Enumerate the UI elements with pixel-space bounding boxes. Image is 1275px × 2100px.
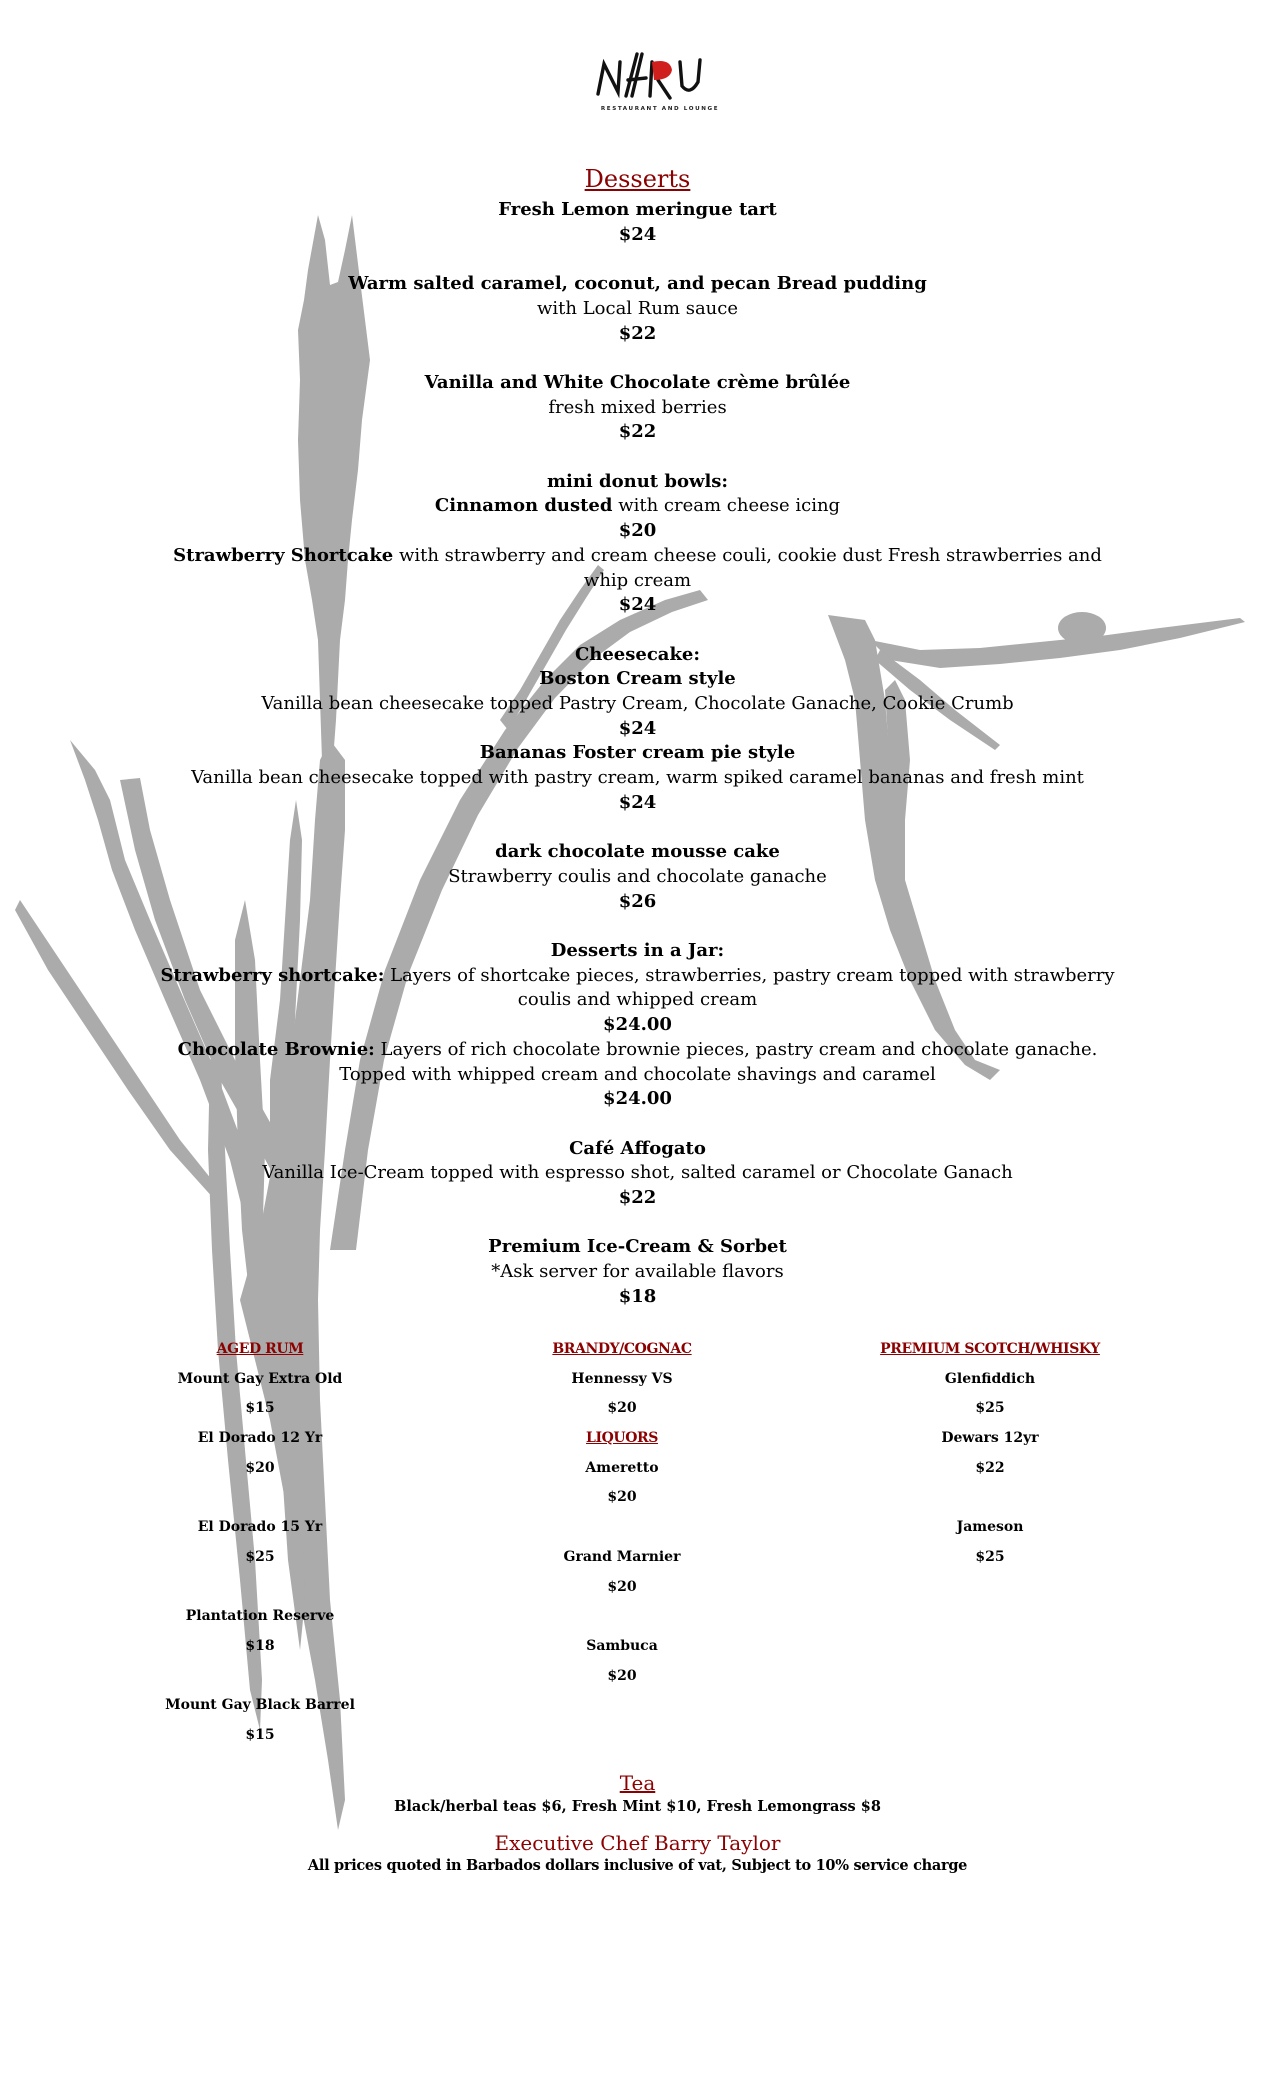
drink-price: $20 — [607, 1578, 637, 1595]
dessert-desc: Strawberry coulis and chocolate ganache — [448, 865, 827, 887]
drink-name: Mount Gay Extra Old — [177, 1370, 343, 1387]
dessert-name: Strawberry shortcake: — [160, 964, 385, 986]
dessert-desc: with strawberry and cream cheese couli, cookie dust Fresh strawberries and whip cream — [393, 544, 1102, 591]
drink-name: Ameretto — [585, 1459, 659, 1476]
dessert-price: $22 — [618, 322, 657, 344]
dessert-name: Fresh Lemon meringue tart — [498, 199, 777, 220]
dessert-price: $24 — [618, 791, 657, 813]
drink-price: $15 — [245, 1726, 275, 1743]
dessert-name: Strawberry Shortcake — [173, 544, 394, 566]
dessert-desc: *Ask server for available flavors — [491, 1261, 784, 1283]
desserts-title: Desserts — [584, 165, 691, 193]
restaurant-logo — [590, 50, 730, 122]
dessert-price: $26 — [618, 890, 657, 912]
drink-price: $20 — [607, 1667, 637, 1684]
liquors-heading: LIQUORS — [586, 1430, 658, 1447]
dessert-price: $22 — [618, 1187, 657, 1209]
dessert-price: $20 — [618, 520, 657, 542]
dessert-price: $24 — [618, 594, 657, 616]
drink-name: El Dorado 15 Yr — [197, 1519, 323, 1536]
drink-price: $20 — [607, 1400, 637, 1417]
price-note: All prices quoted in Barbados dollars inclusive of vat, Subject to 10% service charge — [307, 1857, 968, 1874]
tea-section — [0, 1770, 1275, 1818]
dessert-desc: Vanilla bean cheesecake topped with pastry cream, warm spiked caramel bananas and fresh mint — [191, 767, 1084, 789]
donut-heading: mini donut bowls: — [546, 470, 729, 492]
jar-heading: Desserts in a Jar: — [550, 940, 725, 961]
drink-price: $15 — [245, 1400, 275, 1417]
drink-price: $25 — [975, 1548, 1005, 1565]
scotch-column — [810, 1335, 1170, 1573]
drink-price: $22 — [975, 1459, 1005, 1476]
dessert-name: Cinnamon dusted — [434, 495, 613, 517]
dessert-desc: Layers of rich chocolate brownie pieces, pastry cream and chocolate ganache. Topped with whipped cream and chocolate shavings and caramel — [339, 1038, 1098, 1085]
tea-title: Tea — [619, 1771, 656, 1795]
aged-rum-column — [80, 1335, 440, 1751]
dessert-price: $24 — [618, 223, 657, 245]
aged-rum-heading: AGED RUM — [216, 1341, 304, 1357]
dessert-desc: with cream cheese icing — [612, 495, 841, 517]
scotch-heading: PREMIUM SCOTCH/WHISKY — [880, 1341, 1100, 1357]
drink-price: $20 — [245, 1459, 275, 1476]
drink-price: $18 — [245, 1637, 275, 1654]
dessert-desc: fresh mixed berries — [548, 396, 727, 418]
drink-name: Jameson — [956, 1519, 1024, 1536]
dessert-desc: Vanilla Ice-Cream topped with espresso shot, salted caramel or Chocolate Ganach — [262, 1162, 1013, 1184]
dessert-name: Vanilla and White Chocolate crème brûlée — [424, 371, 851, 393]
drink-name: Mount Gay Black Barrel — [165, 1697, 355, 1714]
donut-shortcake — [158, 544, 1118, 593]
drink-name: Dewars 12yr — [941, 1430, 1039, 1447]
drink-name: Sambuca — [586, 1637, 658, 1654]
dessert-price: $22 — [618, 421, 657, 443]
dessert-name: Chocolate Brownie: — [177, 1038, 375, 1060]
brandy-liquors-column — [442, 1335, 802, 1691]
brandy-heading: BRANDY/COGNAC — [552, 1341, 692, 1357]
drink-name: Grand Marnier — [563, 1548, 681, 1565]
dessert-price: $24.00 — [603, 1014, 672, 1036]
naru-wordmark-logo — [590, 50, 730, 102]
drink-name: Glenfiddich — [944, 1370, 1036, 1387]
desserts-menu — [100, 164, 1175, 1310]
dessert-name: Café Affogato — [569, 1137, 706, 1159]
dessert-name: dark chocolate mousse cake — [495, 841, 780, 863]
logo-subtitle: RESTAURANT AND LOUNGE — [600, 106, 720, 112]
dessert-name: Boston Cream style — [539, 668, 736, 690]
dessert-name: Warm salted caramel, coconut, and pecan Bread pudding — [348, 273, 927, 295]
cheesecake-heading: Cheesecake: — [574, 643, 701, 665]
jar-brownie — [158, 1038, 1118, 1087]
drink-name: Plantation Reserve — [185, 1608, 335, 1625]
drink-price: $20 — [607, 1489, 637, 1506]
drink-name: Hennessy VS — [571, 1370, 673, 1387]
donut-cinnamon — [100, 494, 1175, 519]
dessert-price: $24.00 — [603, 1088, 672, 1110]
drink-price: $25 — [975, 1400, 1005, 1417]
tea-prices: Black/herbal teas $6, Fresh Mint $10, Fresh Lemongrass $8 — [394, 1798, 881, 1815]
dessert-price: $24 — [618, 717, 657, 739]
footer — [0, 1830, 1275, 1876]
dessert-desc: Vanilla bean cheesecake topped Pastry Cream, Chocolate Ganache, Cookie Crumb — [261, 693, 1014, 714]
dessert-price: $18 — [618, 1285, 657, 1307]
executive-chef: Executive Chef Barry Taylor — [494, 1831, 781, 1855]
dessert-desc: Layers of shortcake pieces, strawberries, pastry cream topped with strawberry coulis and whipped cream — [384, 964, 1115, 1011]
drink-price: $25 — [245, 1548, 275, 1565]
dessert-name: Premium Ice-Cream & Sorbet — [488, 1236, 787, 1258]
drink-name: El Dorado 12 Yr — [197, 1430, 323, 1447]
dessert-desc: with Local Rum sauce — [536, 297, 739, 319]
jar-shortcake — [158, 964, 1118, 1013]
dessert-name: Bananas Foster cream pie style — [479, 742, 796, 764]
